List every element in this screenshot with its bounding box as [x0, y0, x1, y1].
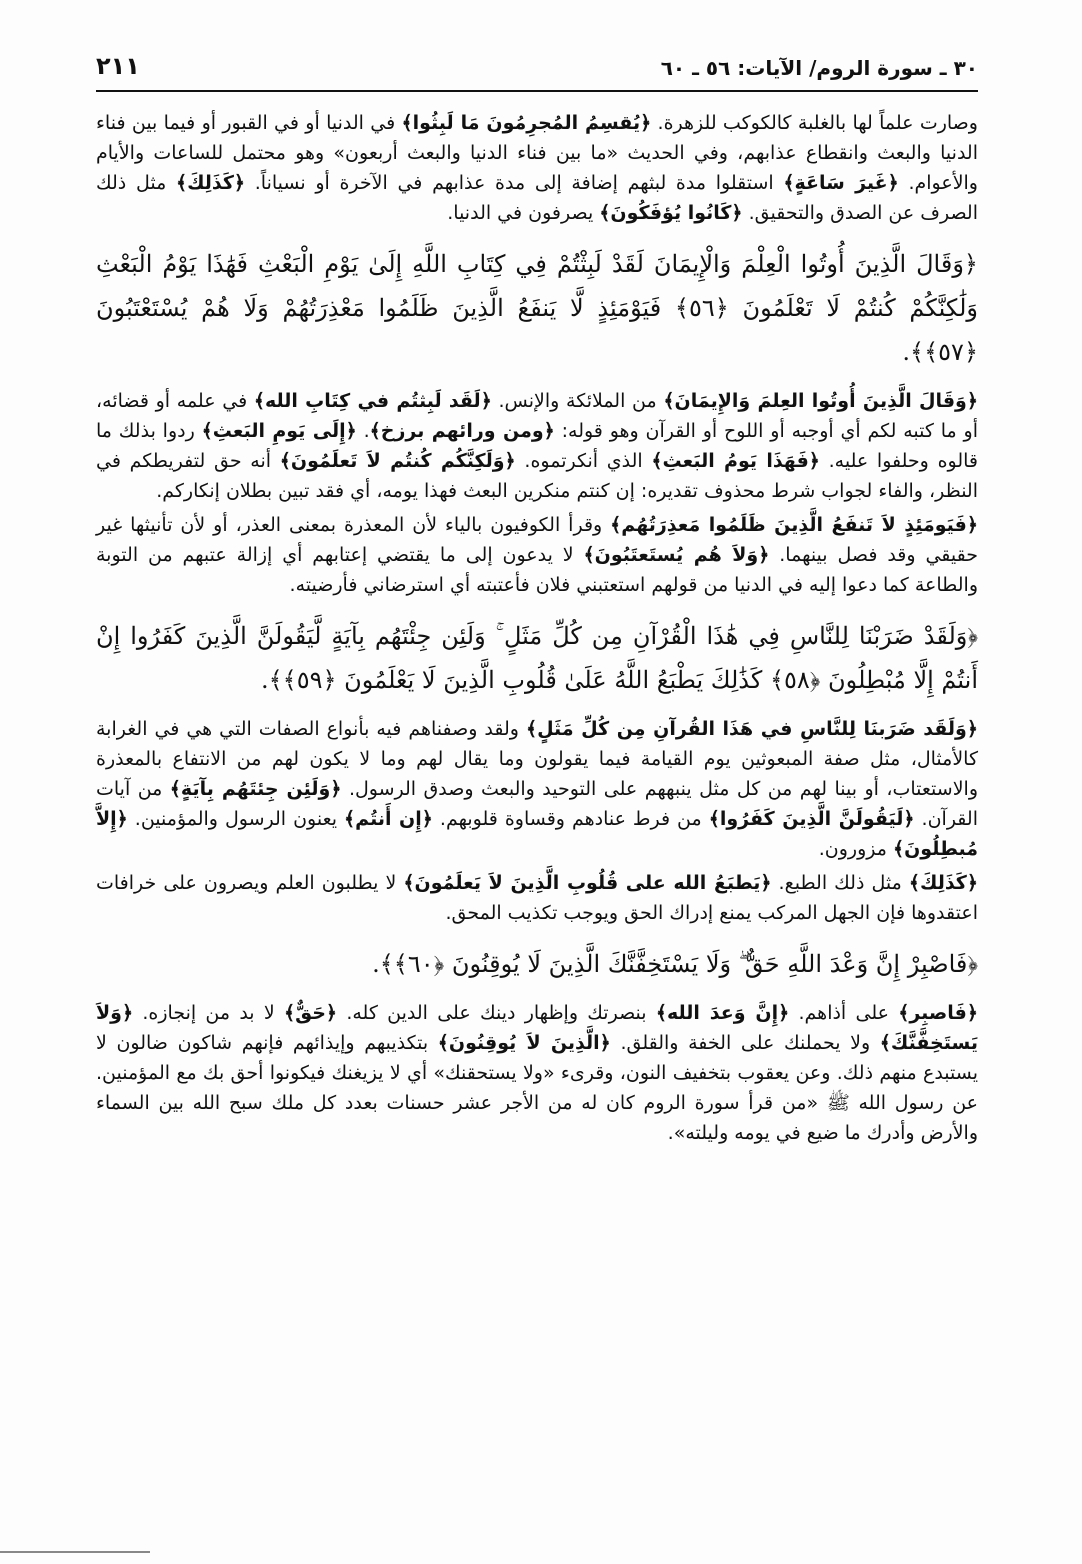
quoted-verse-fragment: ﴿يَطبَعُ الله على قُلُوبِ الَّذِينَ لاَ يَعلَمُونَ﴾ [403, 872, 772, 894]
commentary-text: بنصرتك وإظهار دينك على الدين كله. [337, 1002, 656, 1024]
commentary-text: الذي أنكرتموه. [515, 450, 652, 472]
commentary-text: . [356, 420, 370, 442]
quoted-verse-fragment: ﴿إِلاَّ مُبطِلُونَ﴾ [96, 808, 978, 860]
page-number: ٢١١ [96, 52, 140, 80]
quoted-verse-fragment: ﴿فَيَومَئِذٍ لاَ تَنفَعُ الَّذِينَ ظَلَمُوا مَعذِرَتُهُم﴾ [610, 514, 978, 536]
commentary-text: أنه حق لتفريطكم في النظر، والفاء لجواب شرط محذوف تقديره: إن كنتم منكرين البعث فهذا يومه، أي فقد تبين بطلان إنكاركم. [96, 450, 978, 502]
commentary-text: من آيات القرآن. [96, 778, 978, 830]
quoted-verse-fragment: ﴿وَلَئِن جِئتَهُم بِآيَةٍ﴾ [169, 778, 342, 800]
commentary-paragraph [96, 108, 978, 228]
quoted-verse-fragment: ﴿لَيَقُولَنَّ الَّذِينَ كَفَرُوا﴾ [708, 808, 915, 830]
commentary-text: من فرط عنادهم وقساوة قلوبهم. [432, 808, 709, 830]
quoted-verse-fragment: ﴿إِنَّ وَعدَ الله﴾ [655, 1002, 790, 1024]
commentary-text: ﴿وَلَقَدْ ضَرَبْنَا لِلنَّاسِ فِي هَٰذَا الْقُرْآنِ مِن كُلِّ مَثَلٍ ۚ وَلَئِن جِئْتَهُم بِآيَةٍ لَّيَقُولَنَّ الَّذِينَ كَفَرُوا إِنْ أَنتُمْ إِلَّا مُبْطِلُونَ ﴿٥٨﴾ كَذَٰلِكَ يَطْبَعُ اللَّهُ عَلَىٰ قُلُوبِ الَّذِينَ لَا يَعْلَمُونَ ﴿٥٩﴾﴾. [96, 622, 978, 694]
commentary-text: ﴿فَاصْبِرْ إِنَّ وَعْدَ اللَّهِ حَقٌّ ۖ وَلَا يَسْتَخِفَّنَّكَ الَّذِينَ لَا يُوقِنُونَ ﴿٦٠﴾﴾. [372, 950, 978, 978]
commentary-paragraph [96, 714, 978, 864]
commentary-text: يصرفون في الدنيا. [447, 202, 600, 224]
commentary-text: يعنون الرسول والمؤمنين. [127, 808, 345, 830]
commentary-paragraph [96, 386, 978, 506]
commentary-text: وصارت علماً لها بالغلبة كالكوكب للزهرة. [651, 112, 978, 134]
commentary-text: بتكذيبهم وإيذائهم فإنهم شاكون ضالون لا يستبدع منهم ذلك. وعن يعقوب بتخفيف النون، وقرىء «ولا يستحقنك» أي لا يزيغنك فيكونوا أحق بك مع المؤمنين. عن رسول الله ﷺ «من قرأ سورة الروم كان له من الأجر عشر حسنات بعدد كل ملك سبح الله بين السماء والأرض وأدرك ما ضيع في يومه وليلته». [96, 1032, 978, 1144]
quoted-verse-fragment: ﴿وَلاَ يَستَخِفَّنَّكَ﴾ [96, 1002, 978, 1054]
commentary-paragraph [96, 868, 978, 928]
quoted-verse-fragment: ﴿إِلَى يَومِ البَعثِ﴾ [201, 420, 357, 442]
surah-title: ٣٠ ـ سورة الروم/ الآيات: ٥٦ ـ ٦٠ [660, 56, 978, 80]
commentary-paragraph [96, 510, 978, 600]
commentary-text: استقلوا مدة لبثهم إضافة إلى مدة عذابهم في الآخرة أو نسياناً. [245, 172, 784, 194]
quran-verse-block [96, 242, 978, 374]
quoted-verse-fragment: ﴿كَذَلِكَ﴾ [175, 172, 246, 194]
quoted-verse-fragment: ﴿إِن أَنتُم﴾ [344, 808, 433, 830]
quoted-verse-fragment: ﴿كَذَلِكَ﴾ [908, 872, 978, 894]
quoted-verse-fragment: ﴿كَانُوا يُؤفَكُونَ﴾ [599, 202, 743, 224]
quoted-verse-fragment: ﴿غَيرَ سَاعَةٍ﴾ [783, 172, 899, 194]
quoted-verse-fragment: ﴿فَاصبِر﴾ [898, 1002, 978, 1024]
quran-verse-block [96, 942, 978, 986]
quoted-verse-fragment: ﴿ومن ورائهم برزخ﴾ [369, 420, 555, 442]
quoted-verse-fragment: ﴿لَقَد لَبِثتُم في كِتَابِ الله﴾ [253, 390, 492, 412]
commentary-text: في علمه أو قضائه، أو ما كتبه لكم أي أوجبه أو اللوح أو القرآن وهو قوله: [96, 390, 978, 442]
quoted-verse-fragment: ﴿وَلَقَد ضَرَبنَا لِلنَّاسِ في هَذَا القُرآنِ مِن كُلِّ مَثَلٍ﴾ [525, 718, 978, 740]
commentary-text: لا يطلبون العلم ويصرون على خرافات اعتقدوها فإن الجهل المركب يمنع إدراك الحق ويوجب تكذيب المحق. [96, 872, 978, 924]
quoted-verse-fragment: ﴿وَقَالَ الَّذِينَ أُوتُوا العِلمَ وَالإِيمَانَ﴾ [663, 390, 978, 412]
quoted-verse-fragment: ﴿وَلاَ هُم يُستَعتَبُونَ﴾ [583, 544, 770, 566]
quoted-verse-fragment: ﴿حَقٌّ﴾ [283, 1002, 338, 1024]
commentary-text: مزورون. [818, 838, 893, 860]
commentary-text: لا بد من إنجازه. [133, 1002, 284, 1024]
commentary-text: وقرأ الكوفيون بالياء لأن المعذرة بمعنى العذر، أو لأن تأنيثها غير حقيقي وقد فصل بينهما. [96, 514, 978, 566]
commentary-text: في الدنيا أو في القبور أو فيما بين فناء الدنيا والبعث وانقطاع عذابهم، وفي الحديث «ما بين فناء الدنيا والبعث أربعون» وهو محتمل للساعات والأيام والأعوام. [96, 112, 978, 194]
commentary-text: مثل ذلك الصرف عن الصدق والتحقيق. [96, 172, 978, 224]
quoted-verse-fragment: ﴿فَهَذَا يَومُ البَعثِ﴾ [651, 450, 820, 472]
commentary-text: على أذاهم. [789, 1002, 899, 1024]
commentary-text: من الملائكة والإنس. [491, 390, 664, 412]
quoted-verse-fragment: ﴿يُقسِمُ المُجرِمُونَ مَا لَبِثُوا﴾ [401, 112, 652, 134]
page-header [96, 52, 978, 92]
page-body [96, 108, 978, 1152]
commentary-text: ولقد وصفناهم فيه بأنواع الصفات التي هي في الغرابة كالأمثال، مثل صفة المبعوثين يوم القيامة فيما يقولون وما يقال لهم وما لا يكون لهم من الانتفاع بالمعذرة والاستعتاب، أو بينا لهم من كل مثل ينبههم على التوحيد والبعث وصدق الرسول. [96, 718, 978, 800]
scan-edge-line [0, 1551, 150, 1553]
quoted-verse-fragment: ﴿الَّذِينَ لاَ يُوقِنُونَ﴾ [437, 1032, 611, 1054]
quran-verse-block [96, 614, 978, 702]
commentary-paragraph [96, 998, 978, 1148]
commentary-text: لا يدعون إلى ما يقتضي إعتابهم أي إزالة عتبهم من التوبة والطاعة كما دعوا إليه في الدنيا من قولهم استعتبني فلان فأعتبته أي استرضاني فأرضيته. [96, 544, 978, 596]
commentary-text: مثل ذلك الطبع. [771, 872, 909, 894]
commentary-text: ولا يحملنك على الخفة والقلق. [610, 1032, 880, 1054]
quoted-verse-fragment: ﴿وَلَكِنَّكُم كُنتُم لاَ تَعلَمُونَ﴾ [279, 450, 516, 472]
commentary-text: ردوا بذلك ما قالوه وحلفوا عليه. [96, 420, 978, 472]
commentary-text: ﴿وَقَالَ الَّذِينَ أُوتُوا الْعِلْمَ وَالْإِيمَانَ لَقَدْ لَبِثْتُمْ فِي كِتَابِ اللَّهِ إِلَىٰ يَوْمِ الْبَعْثِ فَهَٰذَا يَوْمُ الْبَعْثِ وَلَٰكِنَّكُمْ كُنتُمْ لَا تَعْلَمُونَ ﴿٥٦﴾ فَيَوْمَئِذٍ لَّا يَنفَعُ الَّذِينَ ظَلَمُوا مَعْذِرَتُهُمْ وَلَا هُمْ يُسْتَعْتَبُونَ ﴿٥٧﴾﴾. [96, 250, 978, 366]
